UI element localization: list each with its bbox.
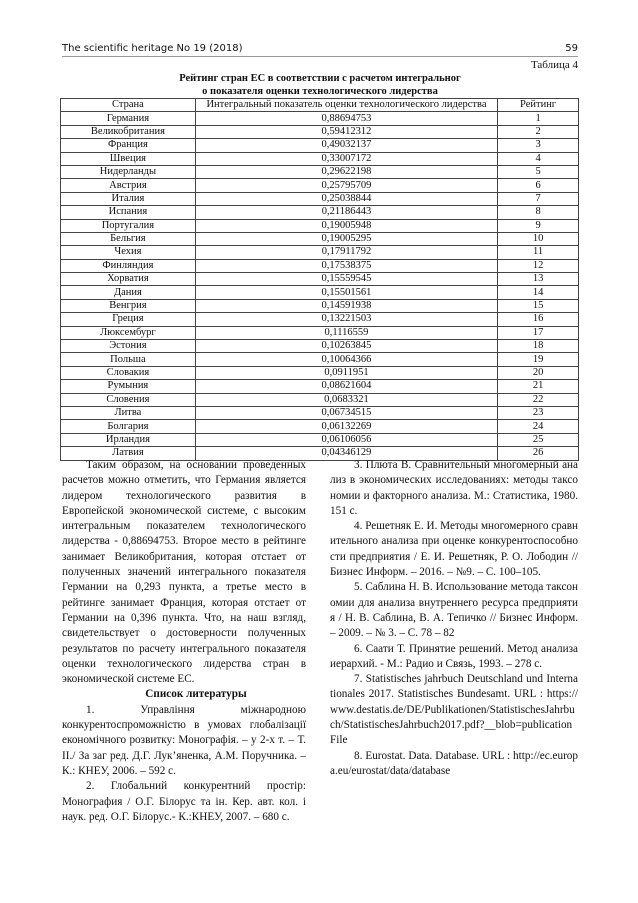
rank-cell: 16 [498, 313, 579, 326]
rank-cell: 20 [498, 366, 579, 379]
column-header: Рейтинг [498, 99, 579, 112]
rank-cell: 11 [498, 246, 579, 259]
reference-item: 6. Саати Т. Принятие решений. Метод анализа иерархий. - М.: Радио и Связь, 1993. – 278 с. [330, 642, 578, 670]
body-paragraph: Таким образом, на основании проведенных расчетов можно отметить, что Германия является лидером технологического развития в Европейской экономической системе, с высоким интегральным показателем технологического лидерства - 0,88694753. Второе место в рейтинге занимает Великобритания, которая отстает от полученных значений интегрального показателя Германии на 0,293 пункта, а третье место в рейтинге занимает Франция, которая отстает от Германии на 0,396 пункта. Что, на наш взгляд, свидетельствует о достоверности полученных результатов по расчету интегрального показателя оценки технологического лидерства стран в экономической системе ЕС. [62, 459, 306, 686]
country-cell: Франция [61, 139, 196, 152]
country-cell: Испания [61, 206, 196, 219]
right-column [330, 458, 578, 779]
country-cell: Германия [61, 112, 196, 125]
rank-cell: 9 [498, 219, 579, 232]
index-cell: 0,25038844 [195, 192, 497, 205]
reference-item: 1. Управління міжнародною конкурентоспроможністю в умовах глобалізації економічного розвитку: Монографія. – у 2-х т. – Т. II./ За заг ред. Д.Г. Лук’яненка, А.М. Поручника. – К.: КНЕУ, 2006. – 592 с. [62, 703, 306, 777]
index-cell: 0,10064366 [195, 353, 497, 366]
index-cell: 0,21186443 [195, 206, 497, 219]
index-cell: 0,06132269 [195, 420, 497, 433]
table-row [61, 286, 579, 299]
rank-cell: 15 [498, 299, 579, 312]
rank-cell: 19 [498, 353, 579, 366]
rank-cell: 14 [498, 286, 579, 299]
index-cell: 0,33007172 [195, 152, 497, 165]
country-cell: Швеция [61, 152, 196, 165]
table-row [61, 152, 579, 165]
index-cell: 0,06734515 [195, 406, 497, 419]
index-cell: 0,13221503 [195, 313, 497, 326]
country-cell: Великобритания [61, 125, 196, 138]
rank-cell: 17 [498, 326, 579, 339]
column-header: Страна [61, 99, 196, 112]
table-row [61, 179, 579, 192]
rank-cell: 6 [498, 179, 579, 192]
rank-cell: 18 [498, 340, 579, 353]
references-heading: Список литературы [145, 688, 247, 701]
country-cell: Литва [61, 406, 196, 419]
country-cell: Нидерланды [61, 165, 196, 178]
index-cell: 0,15559545 [195, 273, 497, 286]
index-cell: 0,88694753 [195, 112, 497, 125]
index-cell: 0,0911951 [195, 366, 497, 379]
country-cell: Румыния [61, 380, 196, 393]
table-title-line: Рейтинг стран ЕС в соответствии с расчетом интегральног [179, 73, 461, 84]
country-cell: Чехия [61, 246, 196, 259]
index-cell: 0,14591938 [195, 299, 497, 312]
table-row [61, 219, 579, 232]
table-row [61, 165, 579, 178]
table-title [60, 72, 580, 98]
country-cell: Хорватия [61, 273, 196, 286]
rating-table [60, 98, 579, 461]
table-row [61, 125, 579, 138]
country-cell: Венгрия [61, 299, 196, 312]
column-header: Интегральный показатель оценки технологического лидерства [195, 99, 497, 112]
rank-cell: 26 [498, 447, 579, 460]
table-row [61, 232, 579, 245]
index-cell: 0,29622198 [195, 165, 497, 178]
rank-cell: 3 [498, 139, 579, 152]
index-cell: 0,06106056 [195, 433, 497, 446]
table-row [61, 299, 579, 312]
rank-cell: 5 [498, 165, 579, 178]
table-row [61, 340, 579, 353]
index-cell: 0,0683321 [195, 393, 497, 406]
country-cell: Словакия [61, 366, 196, 379]
index-cell: 0,19005295 [195, 232, 497, 245]
table-row [61, 326, 579, 339]
rank-cell: 8 [498, 206, 579, 219]
country-cell: Италия [61, 192, 196, 205]
table-row [61, 192, 579, 205]
table-label: Таблица 4 [530, 59, 578, 71]
table-row [61, 433, 579, 446]
reference-item: 5. Саблина Н. В. Использование метода таксономии для анализа внутреннего ресурса предприятия / Н. В. Саблина, В. А. Тепичко // Бизнес Информ. – 2009. – № 3. – С. 78 – 82 [330, 581, 578, 640]
rank-cell: 22 [498, 393, 579, 406]
index-cell: 0,25795709 [195, 179, 497, 192]
index-cell: 0,10263845 [195, 340, 497, 353]
rank-cell: 12 [498, 259, 579, 272]
reference-item: 8. Eurostat. Data. Database. URL : http://ec.europa.eu/eurostat/data/database [330, 749, 578, 777]
table-row [61, 420, 579, 433]
table-row [61, 246, 579, 259]
country-cell: Португалия [61, 219, 196, 232]
reference-item: 2. Глобальний конкурентний простір: Монография / О.Г. Білорус та ін. Кер. авт. кол. і наук. ред. О.Г. Білорус.- К.:КНЕУ, 2007. – 680 с. [62, 780, 306, 823]
country-cell: Латвия [61, 447, 196, 460]
index-cell: 0,1116559 [195, 326, 497, 339]
country-cell: Бельгия [61, 232, 196, 245]
country-cell: Греция [61, 313, 196, 326]
index-cell: 0,59412312 [195, 125, 497, 138]
table-row [61, 139, 579, 152]
table-row [61, 380, 579, 393]
table-row [61, 366, 579, 379]
country-cell: Финляндия [61, 259, 196, 272]
table-row [61, 112, 579, 125]
rank-cell: 4 [498, 152, 579, 165]
rank-cell: 1 [498, 112, 579, 125]
rank-cell: 24 [498, 420, 579, 433]
running-header [62, 43, 578, 57]
index-cell: 0,17538375 [195, 259, 497, 272]
reference-item: 3. Плюта В. Сравнительный многомерный анализ в экономических исследованиях: методы таксономии и факторного анализа. М.: Статистика, 1980. 151 с. [330, 459, 578, 517]
table-row [61, 206, 579, 219]
index-cell: 0,08621604 [195, 380, 497, 393]
country-cell: Люксембург [61, 326, 196, 339]
rank-cell: 7 [498, 192, 579, 205]
page-number: 59 [565, 43, 578, 54]
journal-title: The scientific heritage No 19 (2018) [62, 43, 243, 54]
rank-cell: 23 [498, 406, 579, 419]
rank-cell: 25 [498, 433, 579, 446]
index-cell: 0,15501561 [195, 286, 497, 299]
rank-cell: 10 [498, 232, 579, 245]
index-cell: 0,04346129 [195, 447, 497, 460]
rank-cell: 13 [498, 273, 579, 286]
country-cell: Дания [61, 286, 196, 299]
table-row [61, 406, 579, 419]
table-row [61, 313, 579, 326]
country-cell: Болгария [61, 420, 196, 433]
reference-item: 4. Решетняк Е. И. Методы многомерного сравнительного анализа при оценке конкурентоспособности предприятия / Е. И. Решетняк, Р. О. Лободин // Бизнес Информ. – 2016. – №9. – С. 100–105. [330, 520, 579, 579]
index-cell: 0,19005948 [195, 219, 497, 232]
reference-item: 7. Statistisches jahrbuch Deutschland und Internationales 2017. Statistisches Bundesamt. URL : https://www.destatis.de/DE/Publikationen/StatistischesJahrbuch/StatistischesJahrbuch2017.pdf?__blob=publicationFile [330, 673, 578, 747]
rank-cell: 2 [498, 125, 579, 138]
country-cell: Ирландия [61, 433, 196, 446]
country-cell: Словения [61, 393, 196, 406]
table-row [61, 393, 579, 406]
index-cell: 0,49032137 [195, 139, 497, 152]
country-cell: Польша [61, 353, 196, 366]
table-row [61, 259, 579, 272]
table-row [61, 353, 579, 366]
table-header-row [61, 99, 579, 112]
rank-cell: 21 [498, 380, 579, 393]
country-cell: Эстония [61, 340, 196, 353]
table-title-line: о показателя оценки технологического лидерства [202, 86, 438, 97]
table-row [61, 273, 579, 286]
left-column [62, 458, 306, 825]
index-cell: 0,17911792 [195, 246, 497, 259]
country-cell: Австрия [61, 179, 196, 192]
